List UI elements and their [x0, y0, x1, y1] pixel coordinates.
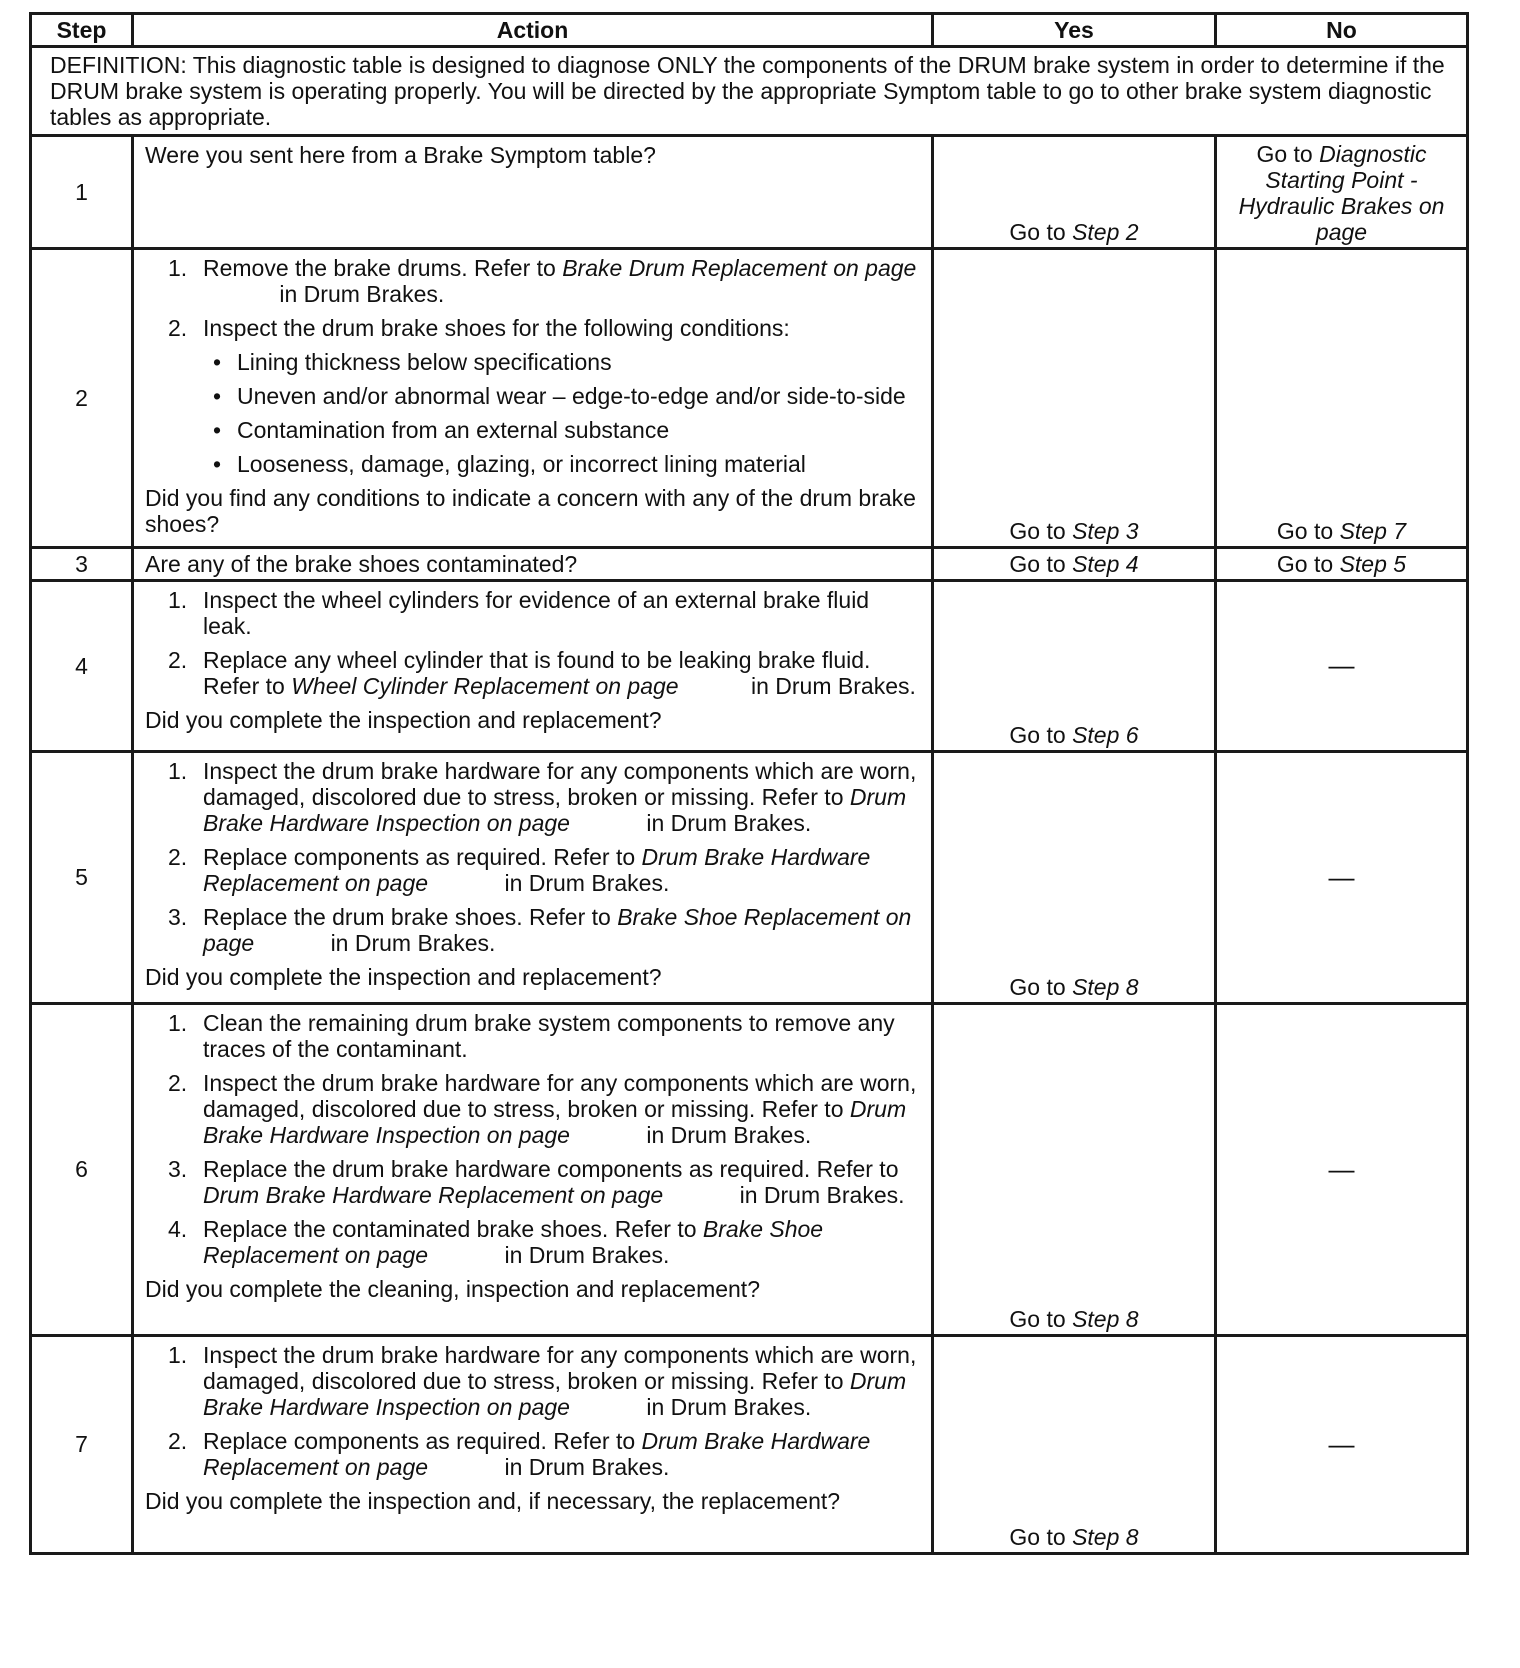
yes-cell — [933, 548, 1216, 581]
instruction-item — [145, 1342, 921, 1420]
instruction-item — [145, 587, 921, 639]
instruction-item — [145, 1010, 921, 1062]
instruction-list — [145, 587, 921, 699]
header-no: No — [1216, 14, 1468, 47]
go-to-label: Go to — [1009, 722, 1066, 748]
instruction-item — [145, 315, 921, 477]
item-number: 4. — [168, 1216, 188, 1242]
step-row-3 — [31, 548, 1468, 581]
step-number: 4 — [31, 581, 133, 752]
instruction-text: Replace the drum brake hardware components as required. Refer to — [203, 1156, 899, 1182]
item-number: 2. — [168, 647, 188, 673]
step-action — [133, 1336, 933, 1554]
instruction-tail: in Drum Brakes. — [504, 870, 670, 896]
instruction-item — [145, 1216, 921, 1268]
reference-link[interactable]: Drum Brake Hardware Inspection on page — [203, 1368, 907, 1420]
go-to-label: Go to — [1009, 551, 1066, 577]
instruction-tail: in Drum Brakes. — [504, 1242, 670, 1268]
yes-link[interactable]: Step 8 — [1072, 1306, 1139, 1332]
yes-link[interactable]: Step 3 — [1072, 518, 1139, 544]
header-row — [31, 14, 1468, 47]
no-cell: — — [1216, 1336, 1468, 1554]
header-step: Step — [31, 14, 133, 47]
instruction-tail: in Drum Brakes. — [739, 1182, 905, 1208]
go-to-label: Go to — [1009, 1524, 1066, 1550]
step-question: Did you complete the cleaning, inspection and replacement? — [145, 1276, 760, 1302]
instruction-text: Remove the brake drums. Refer to — [203, 255, 556, 281]
step-row-2 — [31, 249, 1468, 548]
instruction-item — [145, 647, 921, 699]
instruction-tail: in Drum Brakes. — [504, 1454, 670, 1480]
step-action — [133, 1004, 933, 1336]
yes-link[interactable]: Step 8 — [1072, 974, 1139, 1000]
instruction-text: Inspect the drum brake hardware for any components which are worn, damaged, discolored due to stress, broken or missing. Refer to — [203, 758, 917, 810]
reference-link[interactable]: Drum Brake Hardware Inspection on page — [203, 1096, 907, 1148]
definition-text: DEFINITION: This diagnostic table is designed to diagnose ONLY the components of the DRUM brake system in order to determine if the DRUM brake system is operating properly. You will be directed by the appropriate Symptom table to go to other brake system diagnostic tables as appropriate. — [31, 47, 1468, 136]
yes-link[interactable]: Step 4 — [1072, 551, 1139, 577]
reference-link[interactable]: Brake Shoe Replacement on page — [203, 904, 912, 956]
instruction-tail: in Drum Brakes. — [646, 1122, 812, 1148]
reference-link[interactable]: Drum Brake Hardware Inspection on page — [203, 784, 907, 836]
item-number: 2. — [168, 315, 188, 341]
step-number: 3 — [31, 548, 133, 581]
yes-link[interactable]: Step 8 — [1072, 1524, 1139, 1550]
instruction-text: Replace components as required. Refer to — [203, 1428, 636, 1454]
no-cell — [1216, 249, 1468, 548]
instruction-text: Inspect the drum brake hardware for any components which are worn, damaged, discolored due to stress, broken or missing. Refer to — [203, 1342, 917, 1394]
instruction-text: Inspect the drum brake hardware for any components which are worn, damaged, discolored due to stress, broken or missing. Refer to — [203, 1070, 917, 1122]
item-number: 3. — [168, 904, 188, 930]
go-to-label: Go to — [1276, 551, 1334, 577]
item-number: 2. — [168, 1428, 188, 1454]
go-to-label: Go to — [1009, 518, 1066, 544]
step-number: 7 — [31, 1336, 133, 1554]
no-link[interactable]: Step 5 — [1339, 551, 1407, 577]
reference-link[interactable]: Drum Brake Hardware Replacement on page — [203, 844, 871, 896]
instruction-list — [145, 1342, 921, 1480]
condition-item: • Looseness, damage, glazing, or incorrect lining material — [203, 451, 921, 477]
step-row-4 — [31, 581, 1468, 752]
step-question: Did you complete the inspection and replacement? — [145, 707, 662, 733]
yes-cell — [933, 136, 1216, 249]
step-action — [133, 249, 933, 548]
step-number: 1 — [31, 136, 133, 249]
yes-link[interactable]: Step 6 — [1072, 722, 1139, 748]
yes-cell — [933, 249, 1216, 548]
no-cell — [1216, 548, 1468, 581]
reference-link[interactable]: Wheel Cylinder Replacement on page — [291, 673, 679, 699]
item-number: 3. — [168, 1156, 188, 1182]
step-row-5 — [31, 752, 1468, 1004]
go-to-label: Go to — [1009, 974, 1066, 1000]
condition-list — [203, 349, 921, 477]
step-question: Did you complete the inspection and, if necessary, the replacement? — [145, 1488, 841, 1514]
instruction-text: Inspect the drum brake shoes for the following conditions: — [203, 315, 790, 341]
no-cell: — — [1216, 1004, 1468, 1336]
condition-item: • Uneven and/or abnormal wear – edge-to-edge and/or side-to-side — [203, 383, 921, 409]
header-yes: Yes — [933, 14, 1216, 47]
instruction-item — [145, 1070, 921, 1148]
step-row-1 — [31, 136, 1468, 249]
go-to-label: Go to — [1009, 219, 1066, 245]
instruction-text: Replace any wheel cylinder that is found to be leaking brake fluid. Refer to — [203, 647, 871, 699]
step-question: Were you sent here from a Brake Symptom table? — [145, 142, 656, 168]
step-number: 2 — [31, 249, 133, 548]
reference-link[interactable]: Drum Brake Hardware Replacement on page — [203, 1182, 664, 1208]
instruction-item — [145, 844, 921, 896]
step-number: 6 — [31, 1004, 133, 1336]
no-cell: — — [1216, 752, 1468, 1004]
item-number: 1. — [168, 1342, 188, 1368]
instruction-tail: in Drum Brakes. — [330, 930, 496, 956]
step-action — [133, 136, 933, 249]
no-link[interactable]: Step 7 — [1339, 518, 1407, 544]
yes-cell — [933, 581, 1216, 752]
item-number: 1. — [168, 758, 188, 784]
instruction-text: Inspect the wheel cylinders for evidence of an external brake fluid leak. — [203, 587, 870, 639]
yes-cell — [933, 1336, 1216, 1554]
diagnostic-table — [29, 12, 1469, 1555]
instruction-item — [145, 1156, 921, 1208]
instruction-list — [145, 758, 921, 956]
step-question: Did you find any conditions to indicate a concern with any of the drum brake shoes? — [145, 485, 916, 537]
instruction-list — [145, 1010, 921, 1268]
step-action — [133, 752, 933, 1004]
go-to-label: Go to — [1276, 518, 1334, 544]
instruction-tail: in Drum Brakes. — [279, 281, 445, 307]
instruction-text: Replace the drum brake shoes. Refer to — [203, 904, 611, 930]
condition-item: • Contamination from an external substance — [203, 417, 921, 443]
instruction-text: Replace components as required. Refer to — [203, 844, 636, 870]
instruction-tail: in Drum Brakes. — [646, 1394, 812, 1420]
no-link[interactable]: Diagnostic Starting Point - Hydraulic Brakes on page — [1238, 141, 1445, 245]
definition-row — [31, 47, 1468, 136]
instruction-item — [145, 1428, 921, 1480]
yes-cell — [933, 1004, 1216, 1336]
reference-link[interactable]: Brake Drum Replacement on page — [562, 255, 917, 281]
item-number: 2. — [168, 1070, 188, 1096]
instruction-item — [145, 758, 921, 836]
yes-cell — [933, 752, 1216, 1004]
step-question: Did you complete the inspection and replacement? — [145, 964, 662, 990]
instruction-tail: in Drum Brakes. — [646, 810, 812, 836]
instruction-item — [145, 255, 921, 307]
step-number: 5 — [31, 752, 133, 1004]
go-to-label: Go to — [1256, 141, 1313, 167]
step-action — [133, 548, 933, 581]
instruction-tail: in Drum Brakes. — [751, 673, 916, 699]
step-action — [133, 581, 933, 752]
step-row-7 — [31, 1336, 1468, 1554]
yes-link[interactable]: Step 2 — [1072, 219, 1139, 245]
instruction-text: Replace the contaminated brake shoes. Refer to — [203, 1216, 697, 1242]
step-question: Are any of the brake shoes contaminated? — [145, 551, 578, 577]
header-action: Action — [133, 14, 933, 47]
instruction-item — [145, 904, 921, 956]
no-cell: — — [1216, 581, 1468, 752]
reference-link[interactable]: Brake Shoe Replacement on page — [203, 1216, 824, 1268]
item-number: 1. — [168, 1010, 188, 1036]
instruction-list — [145, 255, 921, 477]
step-row-6 — [31, 1004, 1468, 1336]
no-cell — [1216, 136, 1468, 249]
instruction-text: Clean the remaining drum brake system components to remove any traces of the contaminant. — [203, 1010, 895, 1062]
condition-item: • Lining thickness below specifications — [203, 349, 921, 375]
go-to-label: Go to — [1009, 1306, 1066, 1332]
item-number: 1. — [168, 587, 188, 613]
item-number: 1. — [168, 255, 188, 281]
reference-link[interactable]: Drum Brake Hardware Replacement on page — [203, 1428, 871, 1480]
item-number: 2. — [168, 844, 188, 870]
